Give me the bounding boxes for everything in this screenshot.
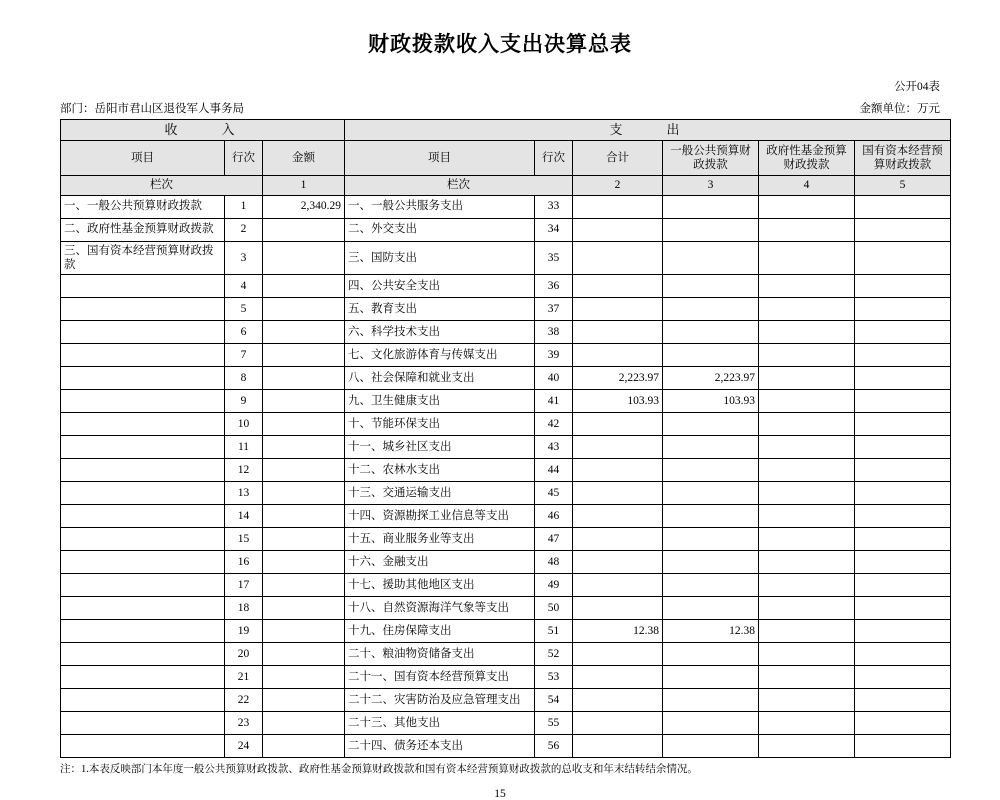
income-line-cell: 3 [225,241,263,275]
expense-line-cell: 44 [535,459,573,482]
income-item-cell [61,689,225,712]
expense-gov-fund-cell [759,689,855,712]
income-item-cell [61,574,225,597]
table-row [61,436,951,459]
expense-state-capital-cell [855,459,951,482]
expense-line-cell: 41 [535,390,573,413]
income-line-cell: 14 [225,505,263,528]
expense-line-cell: 35 [535,241,573,275]
income-amount-cell [263,459,345,482]
table-body [61,195,951,758]
expense-state-capital-cell [855,321,951,344]
expense-line-cell: 50 [535,597,573,620]
expense-total-cell [573,344,663,367]
expense-state-capital-cell [855,551,951,574]
income-item-cell [61,735,225,758]
table-row [61,735,951,758]
expense-line-cell: 56 [535,735,573,758]
income-line-cell: 15 [225,528,263,551]
table-row [61,459,951,482]
expense-total-cell [573,218,663,241]
table-row [61,528,951,551]
income-line-cell: 19 [225,620,263,643]
expense-state-capital-cell [855,367,951,390]
income-amount-cell [263,666,345,689]
expense-total-cell [573,528,663,551]
expense-gov-fund-cell [759,459,855,482]
expense-total-cell [573,666,663,689]
expense-total-cell [573,241,663,275]
expense-state-capital-cell [855,735,951,758]
expense-gov-fund-cell [759,218,855,241]
expense-gov-fund-cell [759,735,855,758]
col-header-income-amount: 金额 [263,141,345,176]
expense-state-capital-cell [855,574,951,597]
expense-state-capital-cell [855,241,951,275]
expense-total-cell [573,195,663,218]
expense-gov-fund-cell [759,344,855,367]
expense-state-capital-cell [855,712,951,735]
income-line-cell: 20 [225,643,263,666]
expense-line-cell: 34 [535,218,573,241]
expense-item-cell: 十五、商业服务业等支出 [345,528,535,551]
expense-state-capital-cell [855,298,951,321]
expense-total-cell [573,413,663,436]
expense-total-cell [573,574,663,597]
expense-line-cell: 45 [535,482,573,505]
expense-gov-fund-cell [759,620,855,643]
expense-item-cell: 十七、援助其他地区支出 [345,574,535,597]
expense-total-cell: 2,223.97 [573,367,663,390]
expense-item-cell: 十一、城乡社区支出 [345,436,535,459]
expense-state-capital-cell [855,195,951,218]
income-line-cell: 7 [225,344,263,367]
expense-total-cell [573,275,663,298]
income-item-cell [61,551,225,574]
expense-state-capital-cell [855,275,951,298]
income-item-cell [61,482,225,505]
expense-item-cell: 十八、自然资源海洋气象等支出 [345,597,535,620]
table-row [61,390,951,413]
table-row [61,195,951,218]
expense-general-public-cell [663,459,759,482]
expense-item-cell: 二十二、灾害防治及应急管理支出 [345,689,535,712]
expense-general-public-cell: 12.38 [663,620,759,643]
expense-item-cell: 五、教育支出 [345,298,535,321]
expense-state-capital-cell [855,505,951,528]
expense-total-cell: 103.93 [573,390,663,413]
table-row [61,689,951,712]
expense-general-public-cell [663,505,759,528]
expense-total-cell [573,551,663,574]
expense-total-cell: 12.38 [573,620,663,643]
expense-total-cell [573,689,663,712]
income-amount-cell [263,689,345,712]
income-line-cell: 16 [225,551,263,574]
expense-line-cell: 54 [535,689,573,712]
expense-line-cell: 53 [535,666,573,689]
expense-item-cell: 二十三、其他支出 [345,712,535,735]
expense-total-cell [573,298,663,321]
expense-gov-fund-cell [759,436,855,459]
expense-state-capital-cell [855,597,951,620]
income-item-cell [61,597,225,620]
expense-line-cell: 52 [535,643,573,666]
expense-item-cell: 二十一、国有资本经营预算支出 [345,666,535,689]
income-item-cell [61,390,225,413]
expense-total-cell [573,482,663,505]
col-header-income-item: 项目 [61,141,225,176]
expense-state-capital-cell [855,482,951,505]
income-item-cell [61,620,225,643]
expense-gov-fund-cell [759,195,855,218]
expense-general-public-cell [663,551,759,574]
expense-gov-fund-cell [759,298,855,321]
sheet-code-label: 公开04表 [894,81,940,93]
income-line-cell: 18 [225,597,263,620]
expense-state-capital-cell [855,218,951,241]
expense-total-cell [573,321,663,344]
income-line-cell: 9 [225,390,263,413]
expense-line-cell: 47 [535,528,573,551]
income-amount-cell [263,482,345,505]
income-amount-cell [263,528,345,551]
income-item-cell [61,643,225,666]
income-amount-cell [263,620,345,643]
expense-total-cell [573,712,663,735]
expense-general-public-cell [663,528,759,551]
income-item-cell [61,298,225,321]
expense-item-cell: 九、卫生健康支出 [345,390,535,413]
income-line-cell: 5 [225,298,263,321]
expense-general-public-cell [663,413,759,436]
expense-item-cell: 十四、资源勘探工业信息等支出 [345,505,535,528]
col-index-general-public: 3 [663,176,759,195]
expense-gov-fund-cell [759,505,855,528]
meta-row [60,100,940,116]
expense-item-cell: 三、国防支出 [345,241,535,275]
col-index-state-capital: 5 [855,176,951,195]
financial-table [60,119,951,758]
income-item-cell [61,712,225,735]
col-header-expense-line: 行次 [535,141,573,176]
income-item-cell [61,275,225,298]
expense-item-cell: 十二、农林水支出 [345,459,535,482]
income-line-cell: 11 [225,436,263,459]
income-line-cell: 22 [225,689,263,712]
expense-line-cell: 40 [535,367,573,390]
col-index-gov-fund: 4 [759,176,855,195]
table-row [61,321,951,344]
expense-line-cell: 42 [535,413,573,436]
income-line-cell: 4 [225,275,263,298]
expense-gov-fund-cell [759,482,855,505]
expense-total-cell [573,597,663,620]
col-index-expense-total: 2 [573,176,663,195]
col-index-label-expense: 栏次 [345,176,573,195]
expense-general-public-cell [663,344,759,367]
income-line-cell: 24 [225,735,263,758]
income-item-cell: 三、国有资本经营预算财政拨款 [61,241,225,275]
expense-gov-fund-cell [759,551,855,574]
table-row [61,482,951,505]
expense-total-cell [573,459,663,482]
income-item-cell [61,528,225,551]
income-amount-cell [263,735,345,758]
expense-line-cell: 49 [535,574,573,597]
table-row [61,413,951,436]
col-header-expense-total: 合计 [573,141,663,176]
expense-state-capital-cell [855,666,951,689]
expense-gov-fund-cell [759,241,855,275]
table-row [61,505,951,528]
expense-item-cell: 八、社会保障和就业支出 [345,367,535,390]
income-item-cell [61,436,225,459]
expense-general-public-cell [663,712,759,735]
expense-gov-fund-cell [759,643,855,666]
table-column-header-row [61,141,951,176]
table-row [61,597,951,620]
income-amount-cell [263,505,345,528]
table-row [61,643,951,666]
income-amount-cell [263,275,345,298]
income-line-cell: 23 [225,712,263,735]
expense-general-public-cell [663,436,759,459]
income-item-cell [61,666,225,689]
col-header-income-line: 行次 [225,141,263,176]
income-amount-cell [263,551,345,574]
income-line-cell: 6 [225,321,263,344]
page-number: 15 [494,788,506,800]
col-header-general-public: 一般公共预算财政拨款 [663,141,759,176]
table-row [61,666,951,689]
table-row [61,551,951,574]
expense-item-cell: 十三、交通运输支出 [345,482,535,505]
income-item-cell: 一、一般公共预算财政拨款 [61,195,225,218]
income-item-cell [61,413,225,436]
expense-item-cell: 七、文化旅游体育与传媒支出 [345,344,535,367]
expense-line-cell: 39 [535,344,573,367]
expense-state-capital-cell [855,620,951,643]
expense-state-capital-cell [855,390,951,413]
expense-line-cell: 38 [535,321,573,344]
income-item-cell: 二、政府性基金预算财政拨款 [61,218,225,241]
expense-item-cell: 一、一般公共服务支出 [345,195,535,218]
expense-line-cell: 33 [535,195,573,218]
group-header-expense: 支 出 [345,120,951,141]
table-row [61,620,951,643]
table-row [61,218,951,241]
expense-gov-fund-cell [759,712,855,735]
income-amount-cell [263,321,345,344]
expense-line-cell: 43 [535,436,573,459]
expense-state-capital-cell [855,643,951,666]
income-amount-cell [263,298,345,321]
expense-general-public-cell [663,195,759,218]
expense-line-cell: 48 [535,551,573,574]
expense-general-public-cell [663,241,759,275]
expense-line-cell: 51 [535,620,573,643]
expense-gov-fund-cell [759,275,855,298]
expense-general-public-cell [663,298,759,321]
expense-state-capital-cell [855,528,951,551]
income-item-cell [61,321,225,344]
amount-unit-label: 金额单位：万元 [859,103,940,115]
department-label: 部门：岳阳市君山区退役军人事务局 [60,103,244,115]
expense-item-cell: 二十、粮油物资储备支出 [345,643,535,666]
income-amount-cell [263,643,345,666]
expense-total-cell [573,735,663,758]
group-header-income: 收 入 [61,120,345,141]
expense-item-cell: 十六、金融支出 [345,551,535,574]
expense-line-cell: 55 [535,712,573,735]
expense-gov-fund-cell [759,413,855,436]
expense-gov-fund-cell [759,528,855,551]
expense-total-cell [573,505,663,528]
income-item-cell [61,367,225,390]
expense-gov-fund-cell [759,597,855,620]
expense-state-capital-cell [855,689,951,712]
expense-general-public-cell [663,666,759,689]
expense-gov-fund-cell [759,574,855,597]
income-line-cell: 10 [225,413,263,436]
expense-state-capital-cell [855,344,951,367]
page-title: 财政拨款收入支出决算总表 [368,32,632,56]
income-amount-cell [263,241,345,275]
income-line-cell: 1 [225,195,263,218]
income-line-cell: 12 [225,459,263,482]
income-amount-cell [263,436,345,459]
col-header-expense-item: 项目 [345,141,535,176]
expense-general-public-cell: 103.93 [663,390,759,413]
expense-gov-fund-cell [759,367,855,390]
income-item-cell [61,505,225,528]
table-row [61,344,951,367]
expense-state-capital-cell [855,436,951,459]
income-item-cell [61,459,225,482]
table-column-index-row [61,176,951,195]
col-header-gov-fund: 政府性基金预算财政拨款 [759,141,855,176]
income-amount-cell [263,597,345,620]
expense-item-cell: 四、公共安全支出 [345,275,535,298]
expense-line-cell: 37 [535,298,573,321]
expense-gov-fund-cell [759,390,855,413]
table-row [61,712,951,735]
expense-item-cell: 十、节能环保支出 [345,413,535,436]
income-amount-cell [263,344,345,367]
income-amount-cell [263,413,345,436]
income-amount-cell [263,390,345,413]
expense-gov-fund-cell [759,321,855,344]
expense-gov-fund-cell [759,666,855,689]
expense-item-cell: 二、外交支出 [345,218,535,241]
expense-general-public-cell [663,643,759,666]
expense-total-cell [573,436,663,459]
income-amount-cell [263,712,345,735]
expense-item-cell: 六、科学技术支出 [345,321,535,344]
table-group-header-row [61,120,951,141]
col-index-label-income: 栏次 [61,176,263,195]
expense-general-public-cell [663,218,759,241]
expense-total-cell [573,643,663,666]
expense-general-public-cell [663,482,759,505]
income-line-cell: 17 [225,574,263,597]
table-row [61,241,951,275]
income-line-cell: 21 [225,666,263,689]
expense-general-public-cell [663,735,759,758]
table-footnote: 注：1.本表反映部门本年度一般公共预算财政拨款、政府性基金预算财政拨款和国有资本经营预算财政拨款的总收支和年末结转结余情况。 [60,764,698,776]
income-line-cell: 13 [225,482,263,505]
income-line-cell: 8 [225,367,263,390]
expense-line-cell: 46 [535,505,573,528]
expense-line-cell: 36 [535,275,573,298]
expense-general-public-cell [663,321,759,344]
expense-state-capital-cell [855,413,951,436]
expense-general-public-cell: 2,223.97 [663,367,759,390]
table-row [61,574,951,597]
table-row [61,298,951,321]
income-amount-cell: 2,340.29 [263,195,345,218]
income-line-cell: 2 [225,218,263,241]
expense-general-public-cell [663,689,759,712]
table-row [61,367,951,390]
expense-general-public-cell [663,574,759,597]
expense-general-public-cell [663,597,759,620]
income-item-cell [61,344,225,367]
col-index-income-amount: 1 [263,176,345,195]
expense-general-public-cell [663,275,759,298]
income-amount-cell [263,218,345,241]
table-row [61,275,951,298]
income-amount-cell [263,367,345,390]
col-header-state-capital: 国有资本经营预算财政拨款 [855,141,951,176]
income-amount-cell [263,574,345,597]
expense-item-cell: 十九、住房保障支出 [345,620,535,643]
expense-item-cell: 二十四、债务还本支出 [345,735,535,758]
